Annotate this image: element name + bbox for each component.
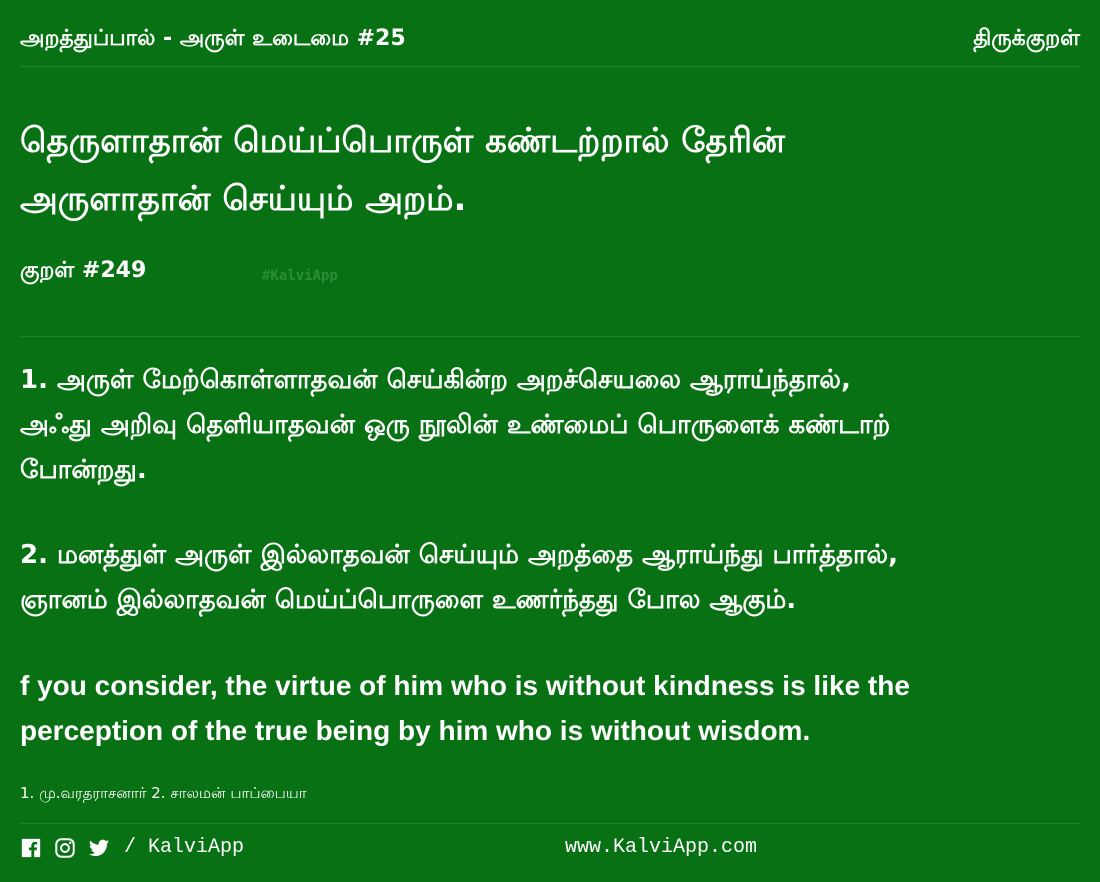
social-links xyxy=(20,836,244,859)
kural-number: குறள் #249 xyxy=(20,258,147,283)
english-line: perception of the true being by him who is without wisdom. xyxy=(20,715,811,746)
meaning-1-line: 1. அருள் மேற்கொள்ளாதவன் செய்கின்ற அறச்செயலை ஆராய்ந்தால், xyxy=(20,365,851,395)
facebook-icon[interactable] xyxy=(20,837,42,859)
meaning-1-line: போன்றது. xyxy=(20,455,147,485)
watermark: #KalviApp xyxy=(262,268,338,284)
meaning-2 xyxy=(20,533,1080,623)
footer xyxy=(20,832,1080,864)
kural-verse xyxy=(20,112,1080,228)
twitter-icon[interactable] xyxy=(88,837,110,859)
kural-line-2: அருளாதான் செய்யும் அறம். xyxy=(20,179,467,219)
section-title: அறத்துப்பால் - அருள் உடைமை #25 xyxy=(20,26,406,51)
kural-line-1: தெருளாதான் மெய்ப்பொருள் கண்டற்றால் தேரின் xyxy=(20,121,786,161)
meaning-2-line: 2. மனத்துள் அருள் இல்லாதவன் செய்யும் அறத்தை ஆராய்ந்து பார்த்தால், xyxy=(20,540,898,570)
footer-handle: / KalviApp xyxy=(124,836,245,859)
website-link[interactable]: www.KalviApp.com xyxy=(565,836,758,859)
english-line: f you consider, the virtue of him who is without kindness is like the xyxy=(20,670,910,701)
divider xyxy=(20,336,1080,337)
instagram-icon[interactable] xyxy=(54,837,76,859)
credits: 1. மு.வரதராசனார் 2. சாலமன் பாப்பையா xyxy=(20,784,307,802)
meaning-2-line: ஞானம் இல்லாதவன் மெய்ப்பொருளை உணர்ந்தது போல ஆகும். xyxy=(20,585,797,615)
meaning-1-line: அஃது அறிவு தெளியாதவன் ஒரு நூலின் உண்மைப் பொருளைக் கண்டாற் xyxy=(20,410,891,440)
english-translation xyxy=(20,663,1080,753)
header xyxy=(20,22,1080,67)
meaning-1 xyxy=(20,358,1080,493)
footer-divider xyxy=(20,823,1080,824)
book-title: திருக்குறள் xyxy=(973,26,1080,51)
